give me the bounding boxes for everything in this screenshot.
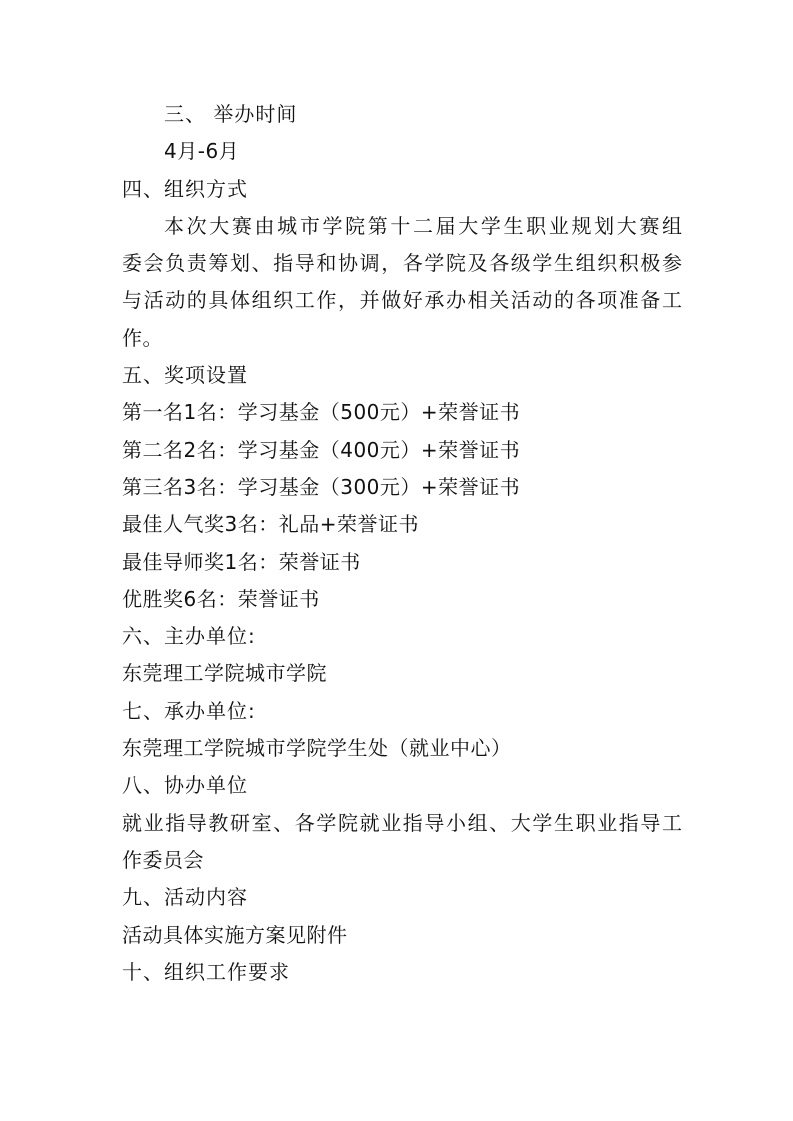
section-4-para-line: 作。 bbox=[122, 325, 163, 350]
section-8-body-line: 作委员会 bbox=[122, 847, 204, 872]
award-item: 第一名1名：学习基金（500元）+荣誉证书 bbox=[122, 400, 521, 425]
award-item: 最佳人气奖3名：礼品+荣誉证书 bbox=[122, 512, 419, 537]
section-6-heading: 六、主办单位: bbox=[122, 624, 256, 649]
document-body bbox=[122, 96, 682, 991]
section-9-heading: 九、活动内容 bbox=[122, 885, 248, 910]
award-item: 第二名2名：学习基金（400元）+荣誉证书 bbox=[122, 437, 521, 462]
section-9-body: 活动具体实施方案见附件 bbox=[122, 922, 348, 947]
section-8-heading: 八、协办单位 bbox=[122, 773, 248, 798]
section-8-body-line: 就业指导教研室、各学院就业指导小组、大学生职业指导工 bbox=[122, 810, 682, 835]
section-5-heading: 五、奖项设置 bbox=[122, 363, 248, 388]
section-7-body: 东莞理工学院城市学院学生处（就业中心） bbox=[122, 736, 512, 761]
section-7-heading: 七、承办单位: bbox=[122, 698, 256, 723]
section-4-para-line: 本次大赛由城市学院第十二届大学生职业规划大赛组 bbox=[164, 213, 682, 238]
section-3-body: 4月-6月 bbox=[164, 139, 240, 164]
section-3-heading: 三、 举办时间 bbox=[164, 102, 298, 126]
section-4-para-line: 与活动的具体组织工作，并做好承办相关活动的各项准备工 bbox=[122, 288, 682, 313]
section-4-heading: 四、组织方式 bbox=[122, 176, 248, 201]
section-6-body: 东莞理工学院城市学院 bbox=[122, 661, 327, 686]
section-4-para-line: 委会负责筹划、指导和协调，各学院及各级学生组织积极参 bbox=[122, 251, 682, 276]
section-10-heading: 十、组织工作要求 bbox=[122, 959, 290, 984]
award-item: 优胜奖6名：荣誉证书 bbox=[122, 586, 320, 611]
award-item: 第三名3名：学习基金（300元）+荣誉证书 bbox=[122, 474, 521, 499]
award-item: 最佳导师奖1名：荣誉证书 bbox=[122, 549, 361, 574]
